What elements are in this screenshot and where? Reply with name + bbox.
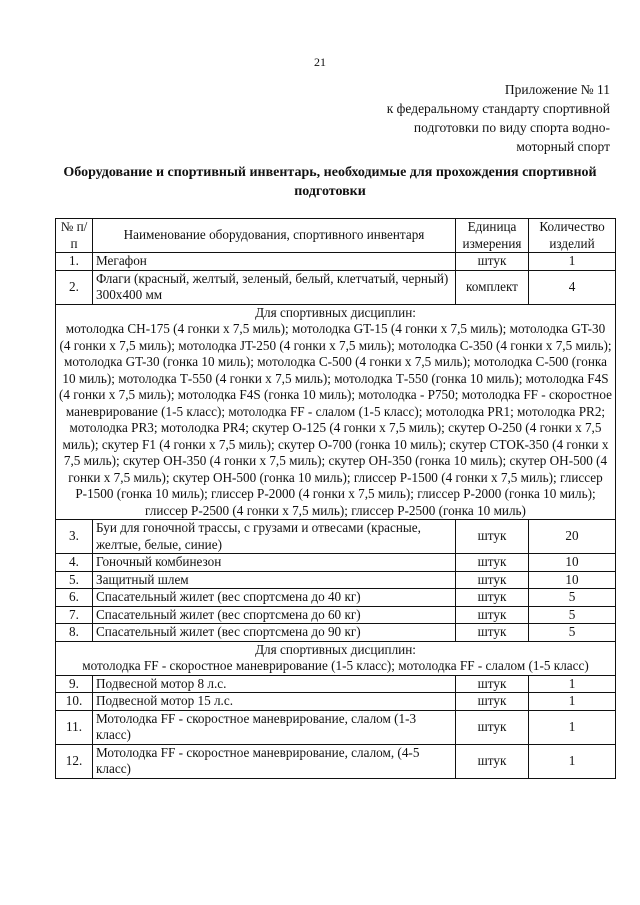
row-quantity: 10 [529,571,616,589]
row-quantity: 1 [529,693,616,711]
table-row [56,253,616,271]
row-number: 12. [56,744,93,778]
row-number: 5. [56,571,93,589]
equipment-table [55,218,616,779]
row-quantity: 1 [529,710,616,744]
appendix-line-4: моторный спорт [516,139,610,154]
row-name: Защитный шлем [93,571,456,589]
row-unit: штук [456,693,529,711]
row-name: Спасательный жилет (вес спортсмена до 40 кг) [93,589,456,607]
section-cell [56,641,616,675]
row-number: 3. [56,520,93,554]
row-quantity: 10 [529,554,616,572]
appendix-line-3: подготовки по виду спорта водно- [413,120,610,135]
table-row [56,554,616,572]
table-body [56,253,616,779]
table-row [56,744,616,778]
row-unit: штук [456,571,529,589]
row-number: 8. [56,624,93,642]
table-row [56,571,616,589]
section-disciplines: мотолодка СН-175 (4 гонки х 7,5 миль); мотолодка GT-15 (4 гонки х 7,5 миль); мотолодка GT-30 (4 гонки х 7,5 миль); мотолодка JT-250 (4 гонки х 7,5 миль); мотолодка С-350 (4 гонки х 7,5 миль); мотолодка GT-30 (гонка 10 миль); мотолодка С-500 (4 гонки х 7,5 миль); мотолодка С-500 (гонка 10 миль); мотолодка Т-550 (4 гонки х 7,5 миль); мотолодка Т-550 (гонка 10 миль); мотолодка F4S (4 гонки х 7,5 миль); мотолодка F4S (гонка 10 миль); мотолодка - Р750; мотолодка FF - скоростное маневрирование (1-5 класс); мотолодка FF - слалом (1-5 класс); мотолодка PR1; мотолодка PR2; мотолодка PR3; мотолодка PR4; скутер О-125 (4 гонки х 7,5 миль); скутер О-250 (4 гонки х 7,5 миль); скутер F1 (4 гонки х 7,5 миль); скутер О-700 (гонка 10 миль); скутер СТОК-350 (4 гонки х 7,5 миль); скутер ОН-350 (4 гонки х 7,5 миль); скутер ОН-350 (гонка 10 миль); скутер ОН-500 (4 гонки х 7,5 миль); скутер ОН-500 (гонка 10 миль); глиссер Р-1500 (4 гонки х 7,5 миль); глиссер Р-1500 (гонка 10 миль); глиссер Р-2000 (4 гонки х 7,5 миль); глиссер Р-2000 (гонка 10 миль); глиссер Р-2500 (4 гонки х 7,5 миль); глиссер Р-2500 (гонка 10 миль) [59,321,612,518]
header-qty: Количество изделий [529,219,616,253]
row-unit: штук [456,675,529,693]
row-name: Мотолодка FF - скоростное маневрирование, слалом, (4-5 класс) [93,744,456,778]
section-row [56,641,616,675]
row-unit: штук [456,624,529,642]
table-row [56,589,616,607]
row-number: 6. [56,589,93,607]
row-quantity: 1 [529,253,616,271]
row-quantity: 5 [529,589,616,607]
section-row [56,304,616,520]
row-quantity: 4 [529,270,616,304]
row-name: Флаги (красный, желтый, зеленый, белый, клетчатый, черный) 300х400 мм [93,270,456,304]
row-name: Подвесной мотор 8 л.с. [93,675,456,693]
row-name: Мегафон [93,253,456,271]
row-name: Спасательный жилет (вес спортсмена до 60 кг) [93,606,456,624]
header-name: Наименование оборудования, спортивного инвентаря [93,219,456,253]
row-unit: штук [456,710,529,744]
row-name: Буи для гоночной трассы, с грузами и отвесами (красные, желтые, белые, синие) [93,520,456,554]
table-row [56,624,616,642]
row-number: 2. [56,270,93,304]
appendix-header [320,80,610,156]
table-header-row [56,219,616,253]
row-unit: штук [456,606,529,624]
page-number: 21 [314,55,326,69]
header-num: № п/п [56,219,93,253]
row-number: 11. [56,710,93,744]
row-unit: штук [456,589,529,607]
document-title: Оборудование и спортивный инвентарь, необходимые для прохождения спортивной подготовки [63,165,597,199]
row-quantity: 5 [529,624,616,642]
row-name: Спасательный жилет (вес спортсмена до 90 кг) [93,624,456,642]
row-number: 4. [56,554,93,572]
table-row [56,693,616,711]
row-unit: комплект [456,270,529,304]
table-row [56,520,616,554]
appendix-line-1: Приложение № 11 [504,82,610,97]
row-number: 10. [56,693,93,711]
row-unit: штук [456,744,529,778]
section-heading: Для спортивных дисциплин: [255,641,416,657]
row-number: 9. [56,675,93,693]
row-quantity: 1 [529,744,616,778]
row-name: Мотолодка FF - скоростное маневрирование, слалом (1-3 класс) [93,710,456,744]
row-name: Гоночный комбинезон [93,554,456,572]
table-row [56,710,616,744]
row-unit: штук [456,520,529,554]
section-heading: Для спортивных дисциплин: [255,304,416,320]
row-quantity: 20 [529,520,616,554]
header-unit: Единица измерения [456,219,529,253]
section-cell [56,304,616,520]
row-name: Подвесной мотор 15 л.с. [93,693,456,711]
section-disciplines: мотолодка FF - скоростное маневрирование (1-5 класс); мотолодка FF - слалом (1-5 класс) [82,658,589,673]
table-row [56,675,616,693]
table-row [56,270,616,304]
row-quantity: 1 [529,675,616,693]
row-unit: штук [456,554,529,572]
table-row [56,606,616,624]
appendix-line-2: к федеральному стандарту спортивной [386,101,610,116]
row-quantity: 5 [529,606,616,624]
row-number: 7. [56,606,93,624]
row-number: 1. [56,253,93,271]
row-unit: штук [456,253,529,271]
